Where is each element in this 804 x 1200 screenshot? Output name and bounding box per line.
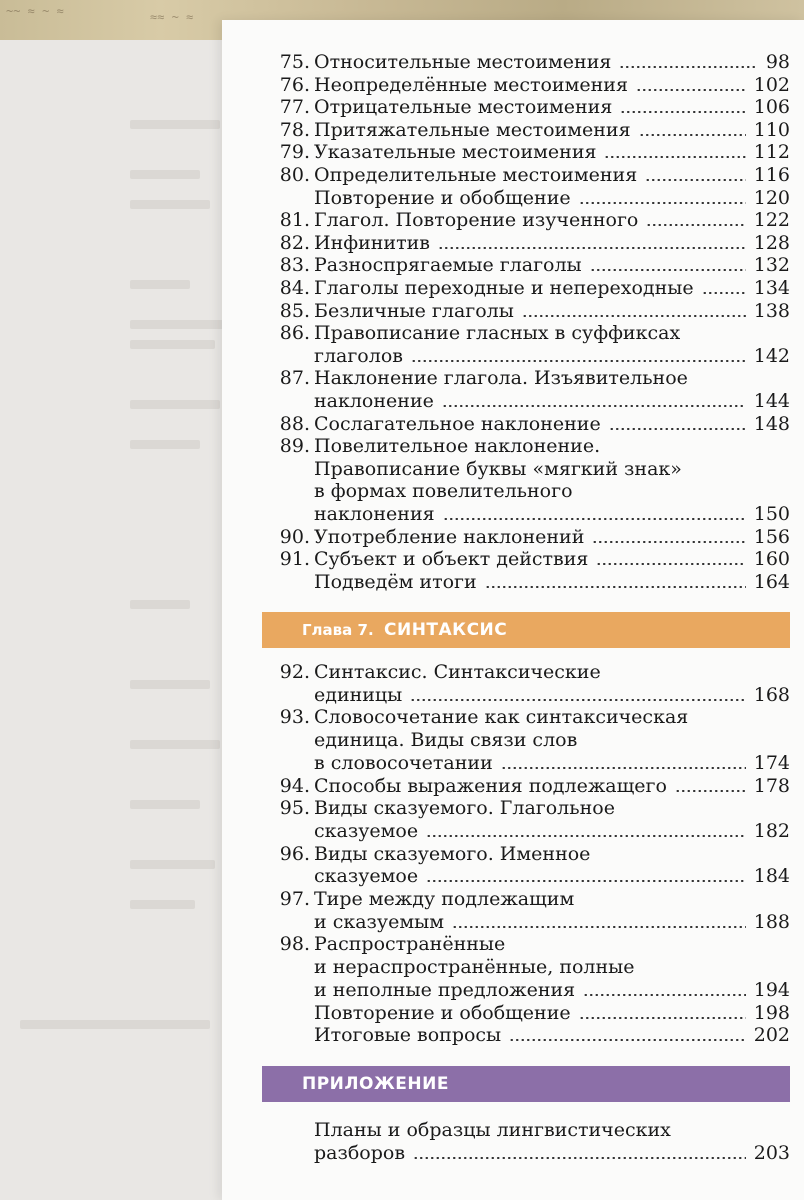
toc-entry-number: 86. [279,322,310,345]
toc-entry-title: наклонение [314,390,434,412]
toc-entry [270,1140,790,1166]
toc-leader-dots [636,89,746,91]
toc-leader-dots [639,134,746,136]
toc-entry-title: Синтаксис. Синтаксические [314,661,601,683]
toc-leader-dots [509,1039,746,1041]
toc-entry-page: 188 [753,910,790,933]
toc-entry-page: 148 [753,412,790,435]
toc-entry-number: 87. [279,367,310,390]
toc-leader-dots [592,541,746,543]
toc-leader-dots [583,994,746,996]
toc-entry-title: Виды сказуемого. Глагольное [314,797,615,820]
toc-entry-page: 134 [753,277,790,299]
left-facing-page [0,40,230,1200]
toc-entry-title: Глагол. Повторение изученного [314,209,639,232]
appendix-banner [262,1066,790,1102]
toc-leader-dots [702,292,746,294]
toc-leader-dots [579,202,746,204]
toc-entry-title: Тире между подлежащим [314,888,575,910]
toc-leader-dots [411,360,746,362]
toc-entry-title: Словосочетание как синтаксическая [314,706,689,729]
toc-entry-title: Инфинитив [314,231,430,254]
toc-entry-title: Относительные местоимения [314,51,612,73]
toc-entry-title: Субъект и объект действия [314,548,589,571]
chapter-label: Глава 7. [302,621,374,639]
toc-entry-number: 85. [279,299,310,322]
toc-entry-title: разборов [314,1141,406,1164]
toc-entry-number: 97. [279,888,310,910]
toc-entry-number: 94. [279,774,310,797]
toc-entry-page: 160 [753,548,790,571]
toc-entry-title: Повторение и обобщение [314,186,571,209]
toc-leader-dots [590,269,746,271]
toc-entry-page: 120 [753,186,790,209]
toc-entry-number: 77. [279,96,310,119]
toc-entry-number: 82. [279,231,310,254]
toc-entry-title: Отрицательные местоимения [314,96,613,119]
toc-entry-title: единицы [314,683,403,706]
toc-leader-dots [609,428,746,430]
toc-entry-number: 89. [279,435,310,458]
toc-entry-title: Виды сказуемого. Именное [314,842,591,865]
toc-entry-page: 106 [753,96,790,119]
toc-entry-number: 78. [279,118,310,141]
toc-entry-title: Правописание гласных в суффиксах [314,322,681,345]
toc-entry-page: 184 [753,865,790,888]
toc-entry-page: 128 [753,231,790,254]
toc-entry-title: сказуемое [314,865,419,888]
toc-entry-page: 164 [753,570,790,593]
toc-leader-dots [410,699,746,701]
toc-entry-title: Указательные местоимения [314,141,597,164]
toc-entry-page: 182 [753,819,790,842]
toc-entry-title: единица. Виды связи слов [314,729,578,752]
toc-leader-dots [426,880,746,882]
toc-leader-dots [645,179,746,181]
toc-entry-page: 102 [753,73,790,96]
toc-entry-number: 75. [279,51,310,73]
toc-entry-title: Неопределённые местоимения [314,73,628,96]
toc-entry-title: Планы и образцы лингвистических [314,1119,671,1141]
chapter-title: СИНТАКСИС [384,620,508,640]
toc-entry-number: 95. [279,797,310,820]
toc-entry-title: и неполные предложения [314,978,576,1001]
toc-entry-page: 168 [753,683,790,706]
illustration-scribble: ≈≈ ~ ≈ [150,10,194,24]
toc-entry-title: Определительные местоимения [314,164,638,186]
toc-entry-title: глаголов [314,344,403,367]
toc-entry-page: 203 [753,1141,790,1164]
toc-leader-dots [452,926,746,928]
toc-entry-title: Сослагательное наклонение [314,412,601,435]
toc-entry-number: 90. [279,525,310,548]
toc-entry-title: Повелительное наклонение. [314,435,601,458]
toc-entry-title: Правописание буквы «мягкий знак» [314,457,682,480]
toc-entry-number: 92. [279,661,310,683]
toc-entry-title: Подведём итоги [314,570,477,593]
toc-entry-page: 138 [753,299,790,322]
toc-entry-number: 79. [279,141,310,164]
toc-leader-dots [501,767,746,769]
illustration-scribble: ~~ ≈ ~ ≈ [6,4,64,18]
toc-leader-dots [579,1017,746,1019]
toc-entry-number: 84. [279,277,310,299]
appendix-title: ПРИЛОЖЕНИЕ [302,1074,449,1094]
toc-entry-number: 93. [279,706,310,729]
toc-entry-title: наклонения [314,503,435,525]
toc-entry-number: 88. [279,412,310,435]
toc-entry-title: Употребление наклонений [314,525,585,548]
toc-entry-title: сказуемое [314,819,419,842]
toc-leader-dots [438,247,746,249]
toc-entry-number: 96. [279,842,310,865]
toc-leader-dots [426,835,746,837]
toc-leader-dots [620,111,746,113]
toc-leader-dots [646,224,746,226]
toc-leader-dots [413,1157,746,1159]
toc-entry-title: Повторение и обобщение [314,1001,571,1024]
toc-entry-title: Безличные глаголы [314,299,514,322]
toc-leader-dots [443,518,746,520]
toc-entry-title: и сказуемым [314,910,445,933]
toc-entry-page: 132 [753,254,790,277]
toc-leader-dots [604,156,746,158]
toc-entry-page: 198 [753,1001,790,1024]
toc-entry-page: 142 [753,344,790,367]
toc-leader-dots [675,790,746,792]
toc-entry-title: в формах повелительного [314,480,573,503]
toc-entry-number: 83. [279,254,310,277]
toc-entry-title: Распространённые [314,933,506,956]
toc-entry-page: 150 [753,503,790,525]
toc-entry [270,569,790,595]
toc-leader-dots [522,315,746,317]
toc-entry-page: 98 [765,51,790,73]
chapter-7-banner [262,612,790,648]
toc-entry-title: и нераспространённые, полные [314,956,635,979]
toc-entry-page: 174 [753,751,790,774]
toc-leader-dots [596,563,746,565]
toc-entry [270,1022,790,1048]
toc-entry-title: Глаголы переходные и непереходные [314,277,694,299]
toc-entry-page: 116 [753,164,790,186]
toc-entry-title: Притяжательные местоимения [314,118,631,141]
toc-entry-page: 178 [753,774,790,797]
toc-entry-number: 80. [279,164,310,186]
toc-entry-title: Способы выражения подлежащего [314,774,667,797]
toc-entry-title: Разноспрягаемые глаголы [314,254,582,277]
toc-leader-dots [442,405,746,407]
toc-entry-number: 98. [279,933,310,956]
toc-entry-title: в словосочетании [314,751,493,774]
toc-entry-page: 110 [753,118,790,141]
toc-leader-dots [619,66,758,68]
toc-leader-dots [485,586,746,588]
toc-entry-page: 156 [753,525,790,548]
toc-entry-page: 122 [753,209,790,232]
toc-entry-title: Наклонение глагола. Изъявительное [314,367,688,390]
toc-entry-number: 81. [279,209,310,232]
toc-entry-page: 194 [753,978,790,1001]
toc-entry-title: Итоговые вопросы [314,1024,502,1047]
toc-entry-page: 144 [753,390,790,412]
toc-entry-page: 202 [753,1024,790,1047]
toc-entry-page: 112 [753,141,790,164]
toc-entry-number: 76. [279,73,310,96]
toc-entry-number: 91. [279,548,310,571]
